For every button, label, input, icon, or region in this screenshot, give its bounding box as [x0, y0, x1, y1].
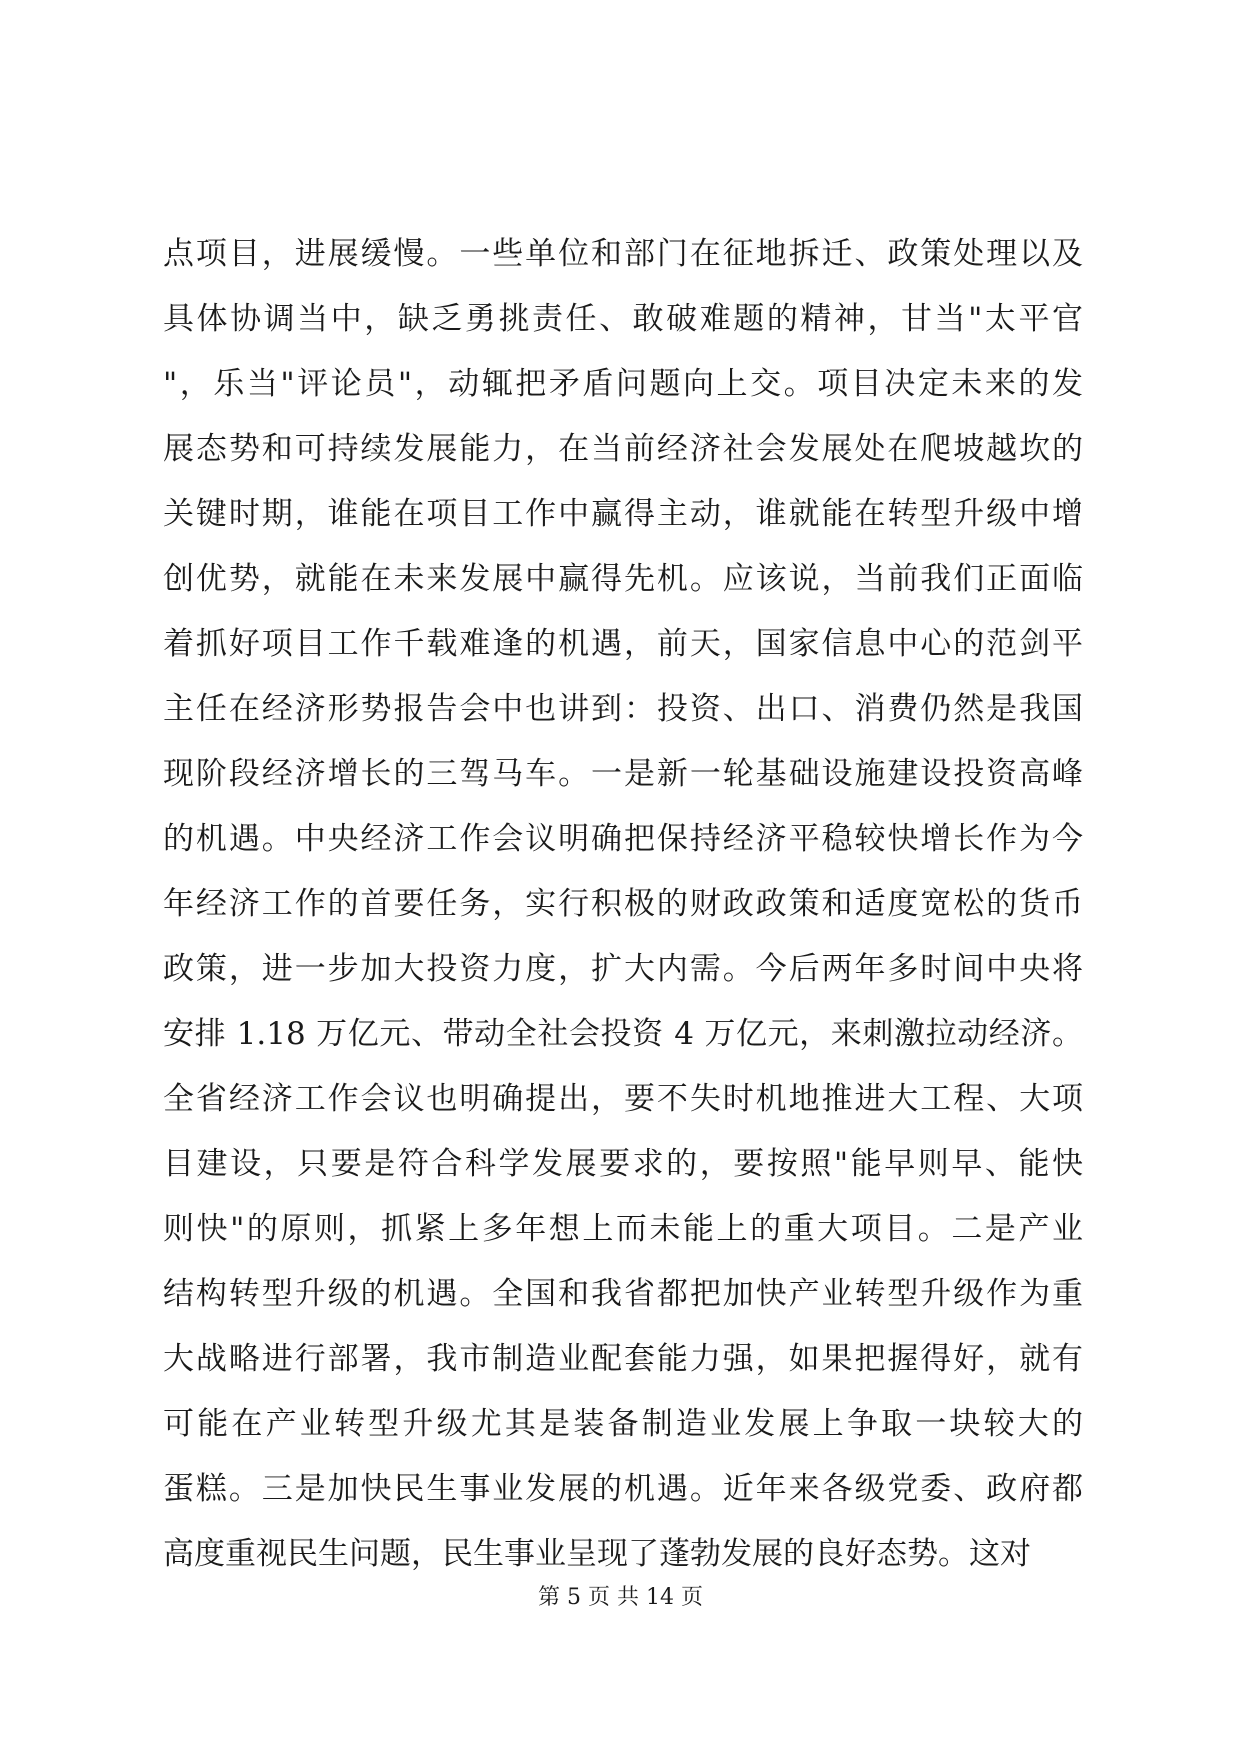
text-line: 高度重视民生问题，民生事业呈现了蓬勃发展的良好态势。这对: [163, 1536, 1031, 1572]
text-line: 现阶段经济增长的三驾马车。一是新一轮基础设施建设投资高峰: [163, 756, 1083, 792]
text-line: 则快"的原则，抓紧上多年想上而未能上的重大项目。二是产业: [163, 1211, 1083, 1247]
text-line: 的机遇。中央经济工作会议明确把保持经济平稳较快增长作为今: [163, 821, 1083, 857]
text-line: 年经济工作的首要任务，实行积极的财政政策和适度宽松的货币: [163, 886, 1083, 922]
text-line: 政策，进一步加大投资力度，扩大内需。今后两年多时间中央将: [163, 951, 1083, 987]
text-line: 大战略进行部署，我市制造业配套能力强，如果把握得好，就有: [163, 1341, 1083, 1377]
text-line: "，乐当"评论员"，动辄把矛盾问题向上交。项目决定未来的发: [163, 366, 1083, 402]
page-footer: 第 5 页 共 14 页: [538, 1585, 703, 1610]
text-line: 具体协调当中，缺乏勇挑责任、敢破难题的精神，甘当"太平官: [163, 301, 1083, 337]
text-line: 创优势，就能在未来发展中赢得先机。应该说，当前我们正面临: [163, 561, 1083, 597]
text-line: 蛋糕。三是加快民生事业发展的机遇。近年来各级党委、政府都: [163, 1471, 1083, 1507]
text-line: 着抓好项目工作千载难逢的机遇，前天，国家信息中心的范剑平: [163, 626, 1083, 662]
text-line: 点项目，进展缓慢。一些单位和部门在征地拆迁、政策处理以及: [163, 236, 1083, 272]
text-line: 关键时期，谁能在项目工作中赢得主动，谁就能在转型升级中增: [163, 496, 1083, 532]
text-line: 全省经济工作会议也明确提出，要不失时机地推进大工程、大项: [163, 1081, 1083, 1117]
text-line: 目建设，只要是符合科学发展要求的，要按照"能早则早、能快: [163, 1146, 1083, 1182]
text-line: 结构转型升级的机遇。全国和我省都把加快产业转型升级作为重: [163, 1276, 1083, 1312]
text-line: 安排 1.18 万亿元、带动全社会投资 4 万亿元，来刺激拉动经济。: [163, 1016, 1083, 1052]
text-line: 展态势和可持续发展能力，在当前经济社会发展处在爬坡越坎的: [163, 431, 1083, 467]
text-line: 主任在经济形势报告会中也讲到：投资、出口、消费仍然是我国: [163, 691, 1083, 727]
text-line: 可能在产业转型升级尤其是装备制造业发展上争取一块较大的: [163, 1406, 1083, 1442]
body-text: [163, 222, 1083, 1587]
